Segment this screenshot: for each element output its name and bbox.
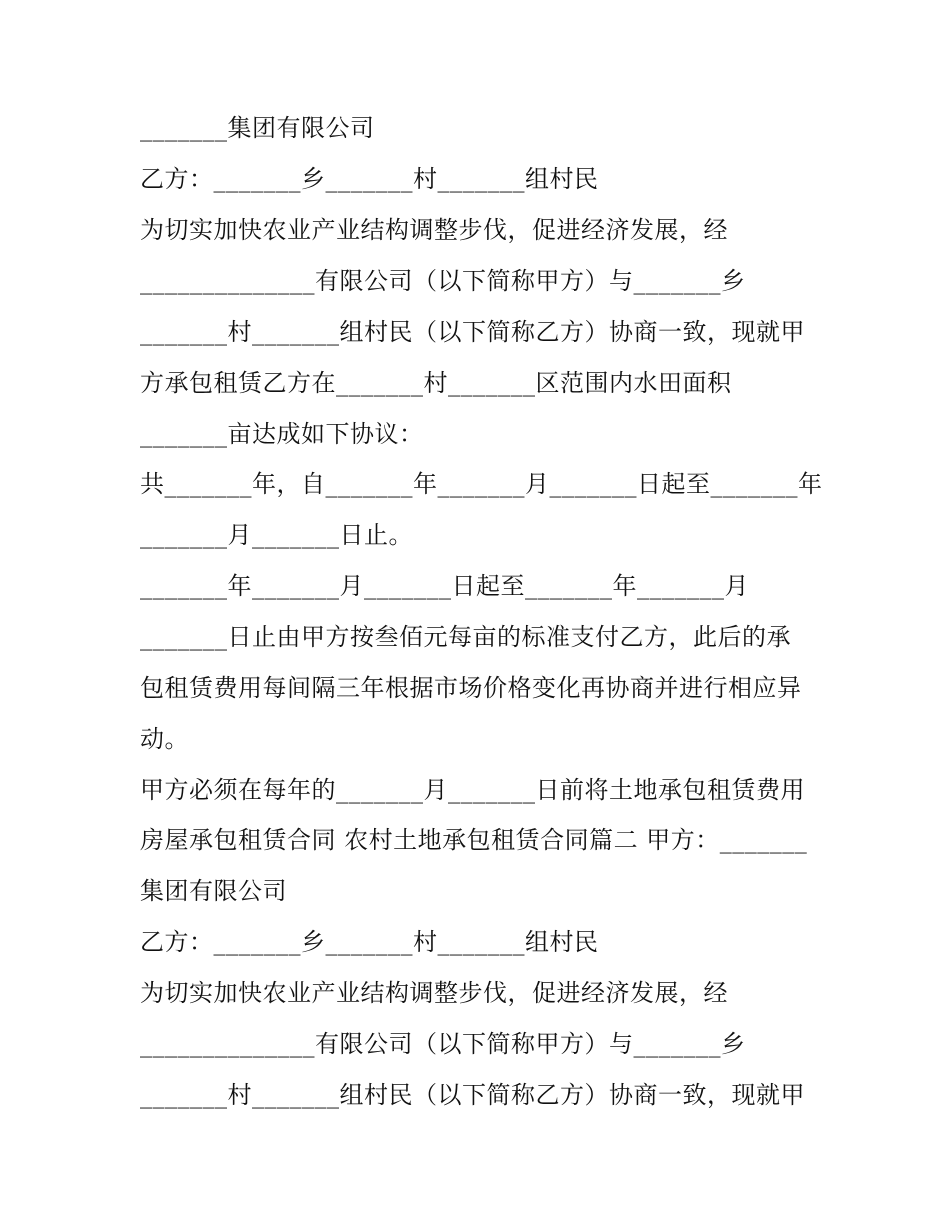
text-line: 包租赁费用每间隔三年根据市场价格变化再协商并进行相应异 — [140, 674, 802, 702]
text-line: _______集团有限公司 — [140, 114, 375, 142]
text-line: ______________有限公司（以下简称甲方）与_______乡 — [140, 267, 746, 295]
text-line: _______亩达成如下协议： — [140, 420, 424, 448]
text-line: 为切实加快农业产业结构调整步伐，促进经济发展，经 — [140, 979, 728, 1007]
text-line: 方承包租赁乙方在_______村_______区范围内水田面积 — [140, 369, 732, 397]
text-line: _______村_______组村民（以下简称乙方）协商一致，现就甲 — [140, 318, 805, 346]
text-line: 乙方：_______乡_______村_______组村民 — [140, 928, 599, 956]
text-line: ______________有限公司（以下简称甲方）与_______乡 — [140, 1030, 746, 1058]
text-line: _______日止由甲方按叁佰元每亩的标准支付乙方，此后的承 — [140, 623, 791, 651]
text-line: _______月_______日止。 — [140, 521, 413, 549]
text-line: 动。 — [140, 725, 189, 753]
text-line: 乙方：_______乡_______村_______组村民 — [140, 165, 599, 193]
text-line: _______年_______月_______日起至_______年_______月 — [140, 572, 749, 600]
text-line: 共_______年，自_______年_______月_______日起至_______年 — [140, 470, 823, 498]
text-line: 甲方必须在每年的_______月_______日前将土地承包租赁费用 — [140, 776, 805, 804]
text-line: 为切实加快农业产业结构调整步伐，促进经济发展，经 — [140, 216, 728, 244]
text-line: 房屋承包租赁合同 农村土地承包租赁合同篇二 甲方：_______ — [140, 826, 808, 854]
text-line: _______村_______组村民（以下简称乙方）协商一致，现就甲 — [140, 1081, 805, 1109]
text-line: 集团有限公司 — [140, 877, 287, 905]
